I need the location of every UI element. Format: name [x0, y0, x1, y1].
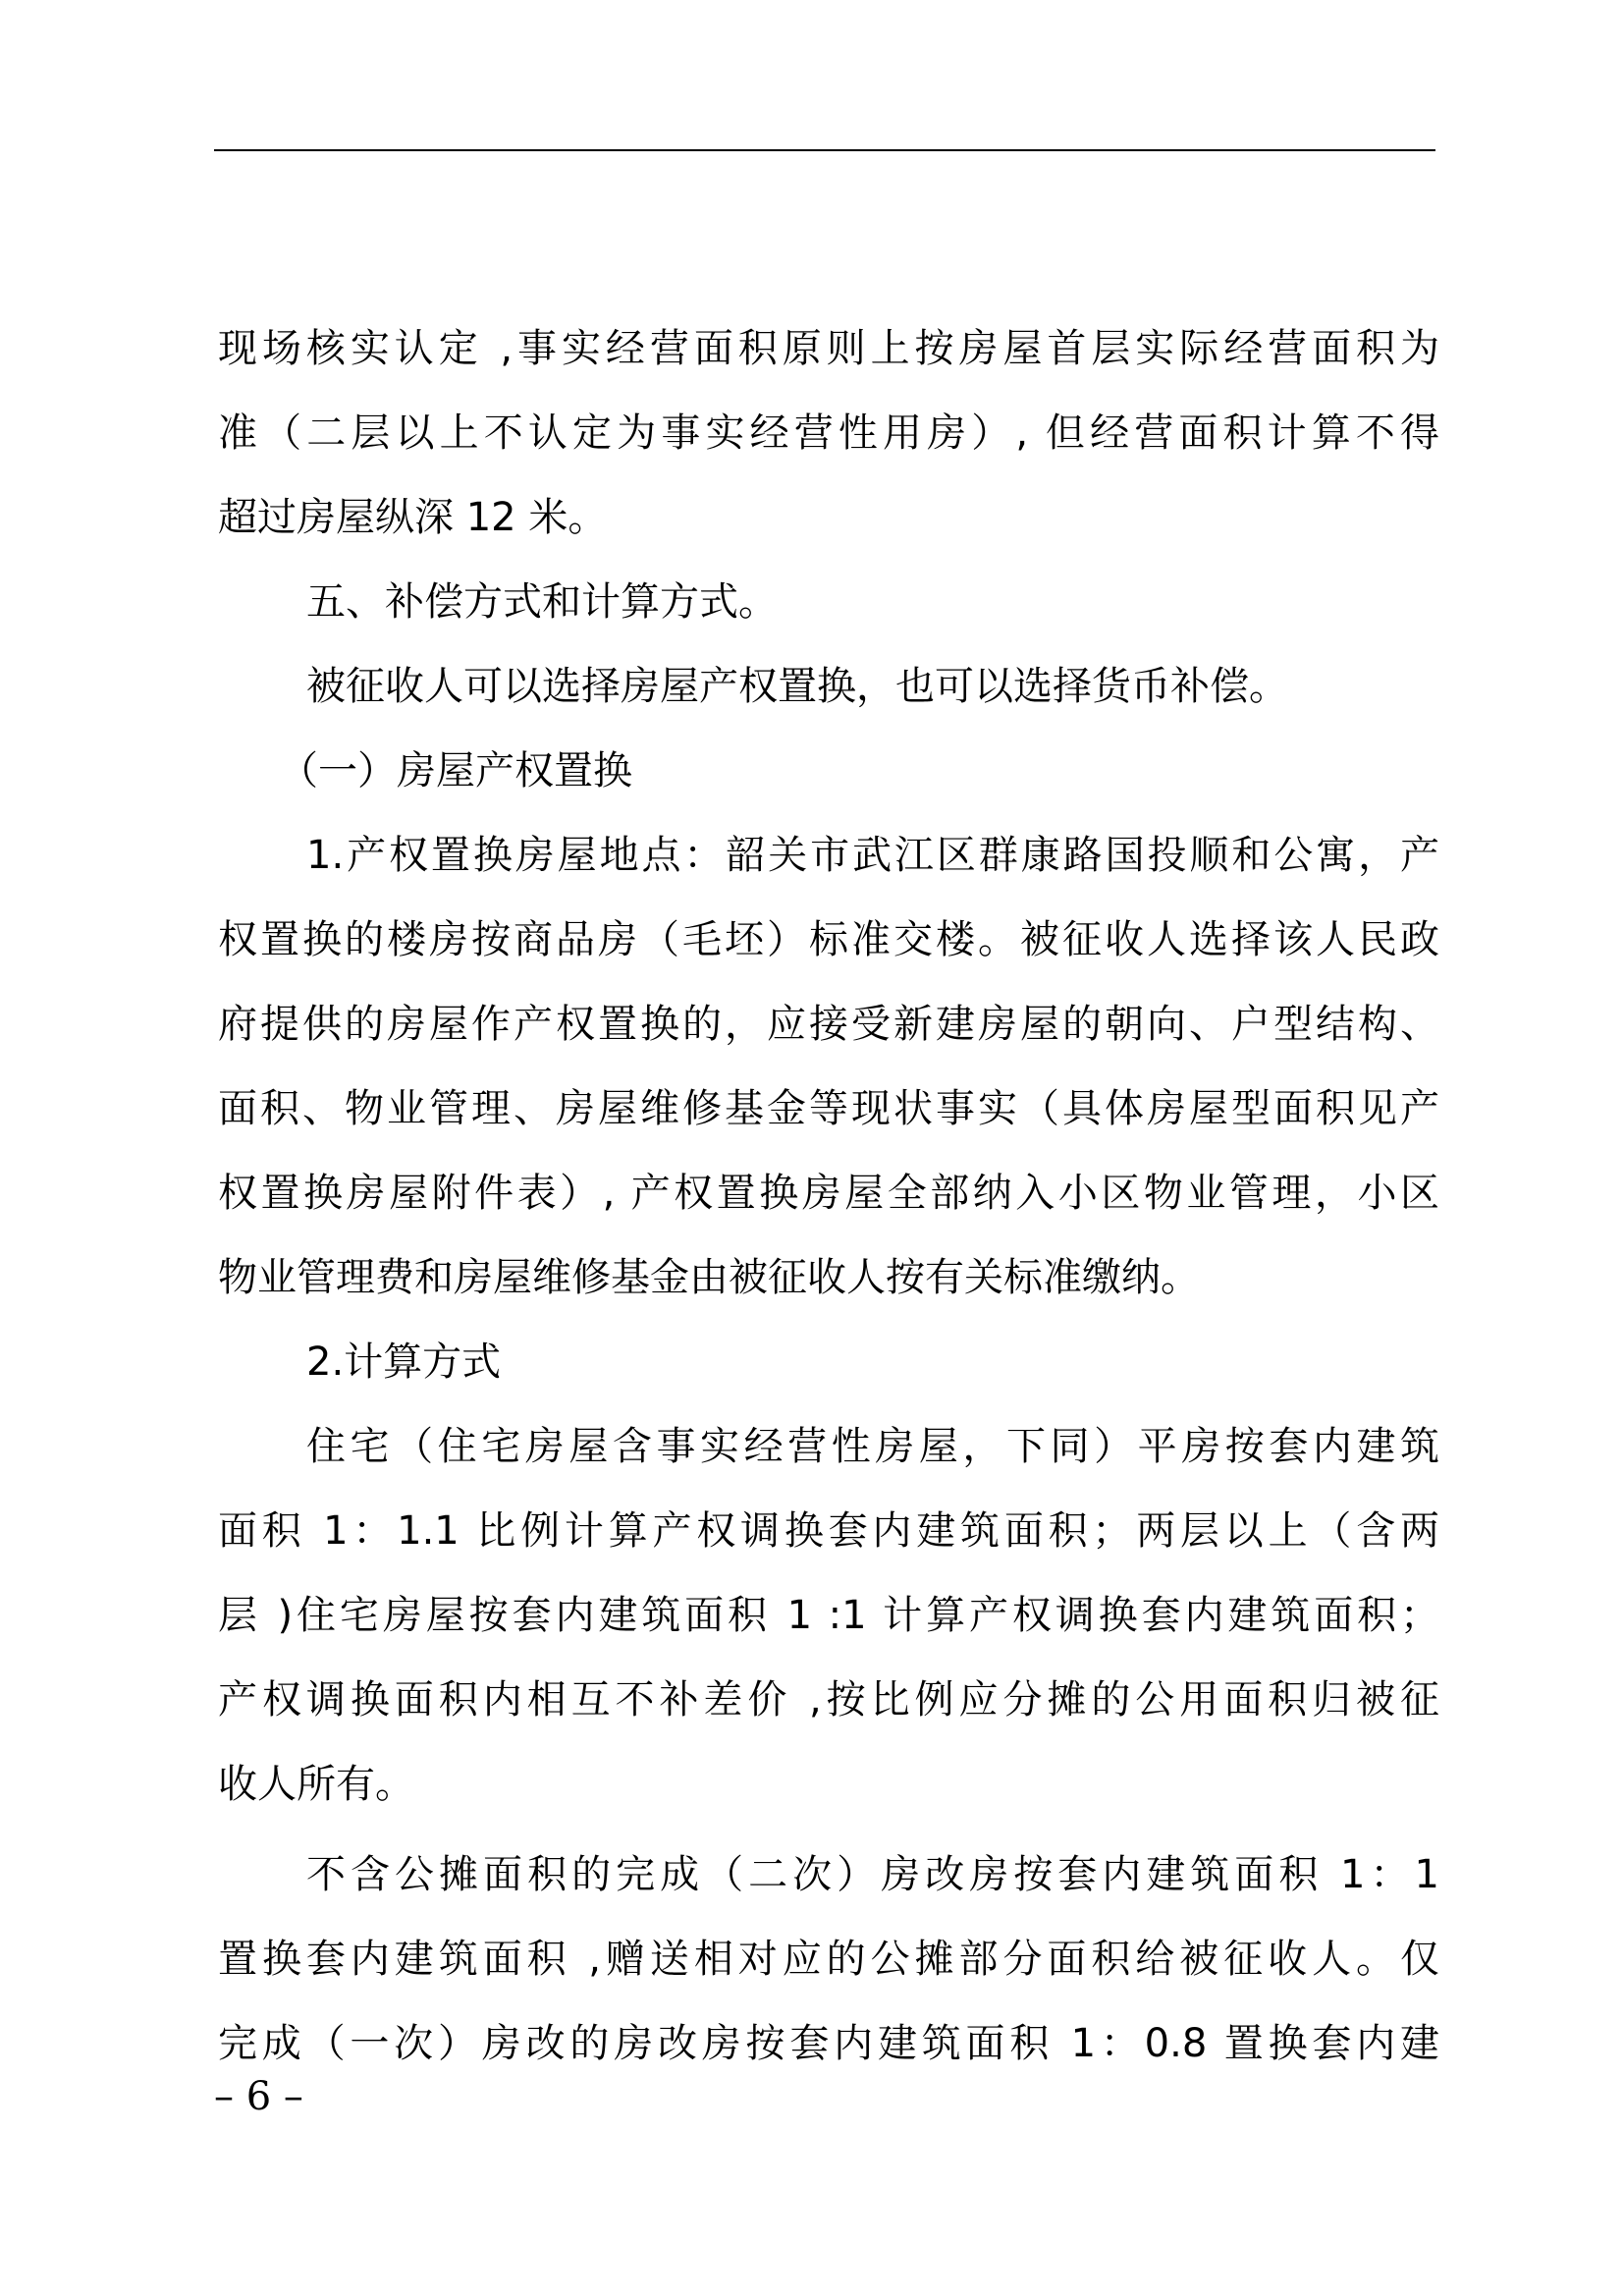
- body-line: 1.产权置换房屋地点：韶关市武江区群康路国投顺和公寓，产: [306, 833, 1439, 878]
- body-line: 超过房屋纵深 12 米。: [218, 495, 608, 540]
- body-line: 面积、物业管理、房屋维修基金等现状事实（具体房屋型面积见产: [218, 1086, 1439, 1131]
- body-line: 物业管理费和房屋维修基金由被征收人按有关标准缴纳。: [218, 1255, 1200, 1300]
- body-line: 准（二层以上不认定为事实经营性用房）, 但经营面积计算不得: [218, 410, 1439, 456]
- body-line: 被征收人可以选择房屋产权置换，也可以选择货币补偿。: [306, 664, 1288, 709]
- body-line: 权置换的楼房按商品房（毛坯）标准交楼。被征收人选择该人民政: [218, 917, 1439, 962]
- body-line: 现场核实认定 ,事实经营面积原则上按房屋首层实际经营面积为: [218, 326, 1439, 371]
- section-heading: 五、补偿方式和计算方式。: [306, 579, 778, 625]
- body-line: 完成（一次）房改的房改房按套内建筑面积 1：0.8 置换套内建: [218, 2021, 1439, 2066]
- body-line: 面积 1：1.1 比例计算产权调换套内建筑面积；两层以上（含两: [218, 1508, 1439, 1554]
- body-line: 府提供的房屋作产权置换的，应接受新建房屋的朝向、户型结构、: [218, 1002, 1439, 1047]
- body-line: 住宅（住宅房屋含事实经营性房屋，下同）平房按套内建筑: [306, 1424, 1439, 1469]
- document-body: [218, 306, 1439, 2086]
- subsection-heading: （一）房屋产权置换: [279, 748, 632, 793]
- body-line: 不含公摊面积的完成（二次）房改房按套内建筑面积 1：1: [306, 1852, 1439, 1897]
- body-line: 权置换房屋附件表）, 产权置换房屋全部纳入小区物业管理，小区: [218, 1171, 1439, 1216]
- page-number: – 6 –: [214, 2074, 303, 2119]
- subsection-heading: 2.计算方式: [306, 1339, 502, 1385]
- body-line: 收人所有。: [218, 1762, 414, 1807]
- body-line: 层 )住宅房屋按套内建筑面积 1 :1 计算产权调换套内建筑面积；: [218, 1593, 1439, 1638]
- body-line: 置换套内建筑面积 ,赠送相对应的公摊部分面积给被征收人。仅: [218, 1937, 1439, 1982]
- header-rule: [214, 149, 1435, 151]
- body-line: 产权调换面积内相互不补差价 ,按比例应分摊的公用面积归被征: [218, 1677, 1439, 1722]
